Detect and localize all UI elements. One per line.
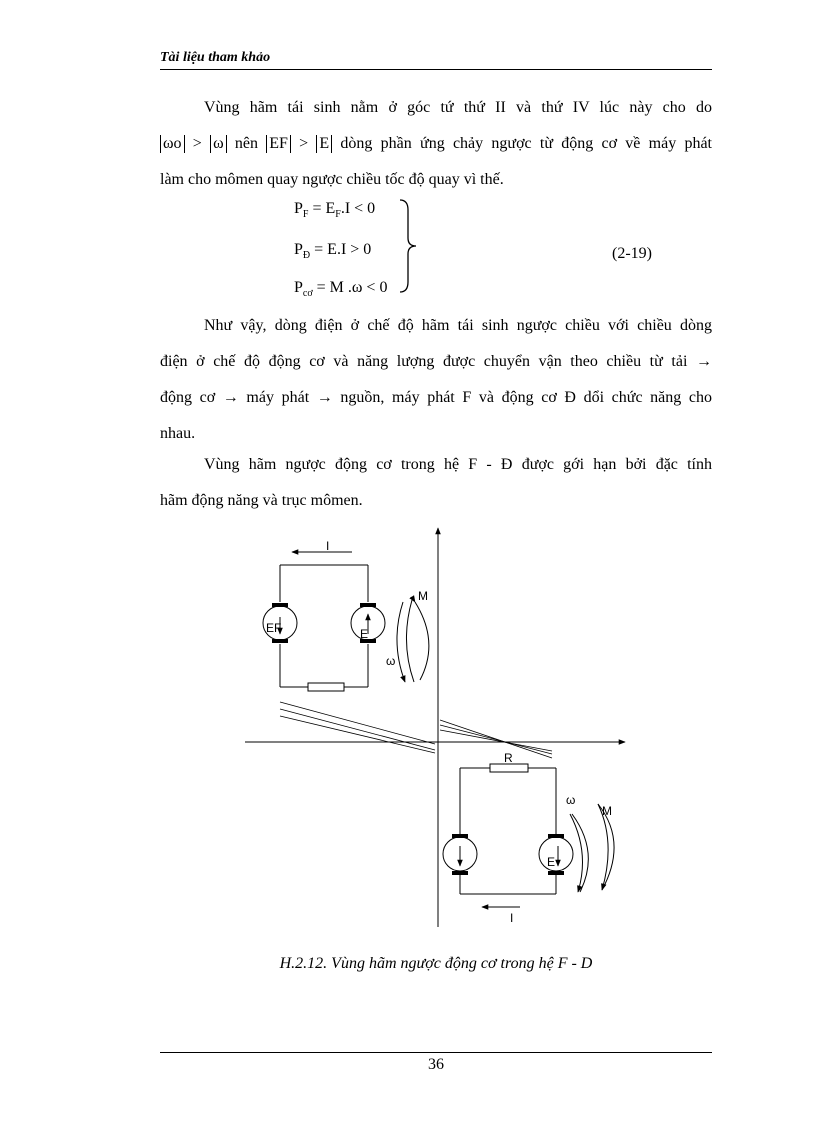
characteristic-lines	[280, 702, 552, 758]
paragraph-2	[160, 308, 712, 452]
paragraph-3-line-2: hãm động năng và trục mômen.	[160, 492, 363, 509]
abs-omega: ω	[210, 135, 227, 153]
equation-pco: $P_{cơ} = M$ .ω < 0	[294, 279, 388, 300]
equation-pd: $P_Đ = E.I > 0$	[294, 241, 372, 262]
abs-e: E	[316, 135, 332, 153]
paragraph-1-line-1: Vùng hãm tái sinh nằm ở góc tứ thứ II và thứ IV lúc này cho do	[204, 99, 712, 116]
abs-omega-o: ωo	[160, 135, 185, 153]
header-rule	[160, 69, 712, 70]
paragraph-2-line-1: Như vậy, dòng điện ở chế độ hãm tái sinh ngược chiều với chiều dòng	[204, 317, 712, 334]
paragraph-2-line-4: nhau.	[160, 425, 196, 442]
running-header: Tài liệu tham khảo	[160, 50, 271, 65]
footer-rule	[160, 1052, 712, 1053]
figure-caption: H.2.12. Vùng hãm ngược động cơ trong hệ F - D	[279, 955, 593, 972]
paragraph-2-line-3: động cơ → máy phát → nguồn, máy phát F và động cơ Đ dổi chức năng cho	[160, 389, 712, 406]
figure-braking-diagram	[240, 522, 640, 932]
paragraph-1-line-2: ωo > ω nên EF > E dòng phần ứng chảy ngược từ động cơ về máy phát	[160, 126, 712, 162]
motor-bottom	[539, 837, 573, 871]
equation-pf: $P_F = E_F.I < 0$	[294, 200, 376, 221]
moment-arc-top	[397, 602, 405, 682]
label-e-bottom: E	[547, 855, 556, 869]
label-e-top: E	[360, 627, 369, 641]
omega-arc-bottom	[570, 814, 583, 892]
label-m-bottom: M	[602, 804, 612, 818]
paragraph-3	[160, 447, 712, 519]
resistor-bottom	[490, 764, 528, 772]
label-i-top: I	[326, 539, 330, 553]
paragraph-1-line-3: làm cho mômen quay ngược chiều tốc độ quay vì thế.	[160, 171, 504, 188]
right-brace-icon	[398, 198, 418, 294]
paragraph-3-line-1: Vùng hãm ngược động cơ trong hệ F - Đ được gới hạn bởi đặc tính	[204, 456, 712, 473]
label-omega-bottom: ω	[566, 793, 576, 807]
equation-number: (2-19)	[612, 245, 652, 262]
paragraph-2-line-2: điện ở chế độ động cơ và năng lượng được chuyển vận theo chiều từ tải →	[160, 353, 712, 370]
label-ef: EF	[266, 621, 282, 635]
omega-arc-top	[415, 602, 429, 680]
label-m-top: M	[418, 589, 428, 603]
paragraph-1	[160, 90, 712, 198]
resistor-top	[308, 683, 344, 691]
label-i-bottom: I	[510, 911, 514, 925]
label-r: R	[504, 751, 513, 765]
page-number: 36	[428, 1056, 444, 1073]
label-omega-top: ω	[386, 654, 396, 668]
abs-ef: EF	[266, 135, 291, 153]
